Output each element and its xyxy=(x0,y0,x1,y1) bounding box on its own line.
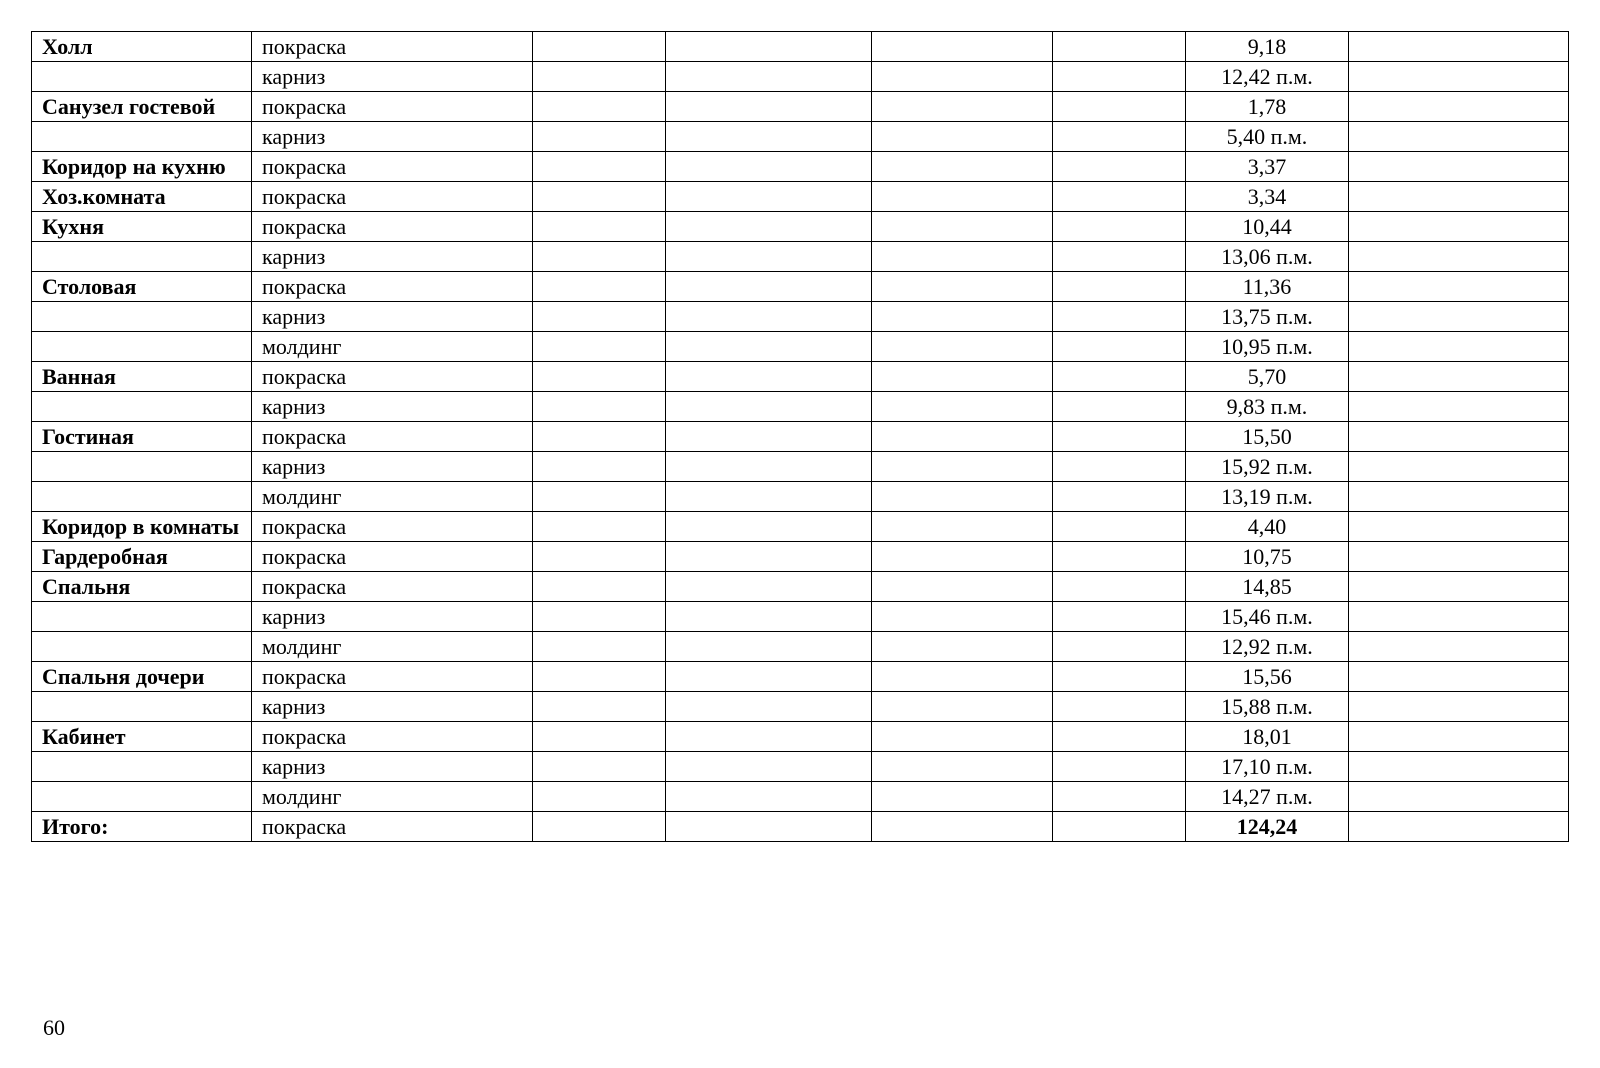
empty-cell xyxy=(533,812,665,842)
room-name-cell: Итого: xyxy=(32,812,252,842)
room-name-cell: Гардеробная xyxy=(32,542,252,572)
empty-cell xyxy=(872,122,1052,152)
quantity-cell: 14,27 п.м. xyxy=(1185,782,1348,812)
quantity-cell: 13,75 п.м. xyxy=(1185,302,1348,332)
quantity-cell: 15,50 xyxy=(1185,422,1348,452)
room-name-cell xyxy=(32,782,252,812)
empty-cell xyxy=(872,212,1052,242)
empty-cell xyxy=(1052,332,1185,362)
empty-cell xyxy=(533,482,665,512)
empty-cell xyxy=(1348,152,1568,182)
empty-cell xyxy=(1348,722,1568,752)
empty-cell xyxy=(1052,812,1185,842)
table-row xyxy=(32,32,1569,62)
work-type-cell: покраска xyxy=(252,722,533,752)
work-type-cell: покраска xyxy=(252,272,533,302)
empty-cell xyxy=(533,272,665,302)
work-type-cell: карниз xyxy=(252,392,533,422)
empty-cell xyxy=(1348,32,1568,62)
work-type-cell: покраска xyxy=(252,92,533,122)
quantity-cell: 12,42 п.м. xyxy=(1185,62,1348,92)
empty-cell xyxy=(665,62,872,92)
empty-cell xyxy=(533,542,665,572)
empty-cell xyxy=(872,32,1052,62)
quantity-cell: 3,34 xyxy=(1185,182,1348,212)
empty-cell xyxy=(1348,302,1568,332)
empty-cell xyxy=(1348,332,1568,362)
empty-cell xyxy=(665,32,872,62)
empty-cell xyxy=(872,662,1052,692)
empty-cell xyxy=(533,722,665,752)
empty-cell xyxy=(872,632,1052,662)
work-type-cell: покраска xyxy=(252,422,533,452)
table-row xyxy=(32,482,1569,512)
room-name-cell xyxy=(32,482,252,512)
empty-cell xyxy=(533,602,665,632)
empty-cell xyxy=(1348,632,1568,662)
empty-cell xyxy=(533,632,665,662)
empty-cell xyxy=(665,752,872,782)
table-row xyxy=(32,452,1569,482)
empty-cell xyxy=(1052,572,1185,602)
room-name-cell xyxy=(32,332,252,362)
empty-cell xyxy=(1348,422,1568,452)
empty-cell xyxy=(665,662,872,692)
empty-cell xyxy=(1348,662,1568,692)
work-type-cell: покраска xyxy=(252,662,533,692)
empty-cell xyxy=(1052,62,1185,92)
empty-cell xyxy=(872,722,1052,752)
table-row xyxy=(32,722,1569,752)
work-type-cell: покраска xyxy=(252,542,533,572)
quantity-cell: 14,85 xyxy=(1185,572,1348,602)
empty-cell xyxy=(533,452,665,482)
empty-cell xyxy=(533,212,665,242)
work-type-cell: молдинг xyxy=(252,632,533,662)
quantity-cell: 12,92 п.м. xyxy=(1185,632,1348,662)
empty-cell xyxy=(872,752,1052,782)
table-row xyxy=(32,572,1569,602)
empty-cell xyxy=(665,362,872,392)
empty-cell xyxy=(533,242,665,272)
table-row xyxy=(32,182,1569,212)
empty-cell xyxy=(1052,752,1185,782)
work-type-cell: молдинг xyxy=(252,332,533,362)
empty-cell xyxy=(1348,62,1568,92)
empty-cell xyxy=(1052,302,1185,332)
room-name-cell xyxy=(32,242,252,272)
empty-cell xyxy=(1348,752,1568,782)
empty-cell xyxy=(665,452,872,482)
room-name-cell: Коридор в комнаты xyxy=(32,512,252,542)
empty-cell xyxy=(665,272,872,302)
empty-cell xyxy=(1348,212,1568,242)
empty-cell xyxy=(533,692,665,722)
empty-cell xyxy=(665,332,872,362)
table-row xyxy=(32,242,1569,272)
empty-cell xyxy=(1052,512,1185,542)
empty-cell xyxy=(665,692,872,722)
work-type-cell: покраска xyxy=(252,182,533,212)
work-type-cell: карниз xyxy=(252,692,533,722)
table-row xyxy=(32,62,1569,92)
empty-cell xyxy=(872,542,1052,572)
empty-cell xyxy=(665,782,872,812)
empty-cell xyxy=(872,182,1052,212)
empty-cell xyxy=(665,302,872,332)
work-type-cell: покраска xyxy=(252,572,533,602)
empty-cell xyxy=(533,62,665,92)
room-name-cell: Санузел гостевой xyxy=(32,92,252,122)
empty-cell xyxy=(533,572,665,602)
empty-cell xyxy=(665,572,872,602)
quantity-cell: 17,10 п.м. xyxy=(1185,752,1348,782)
empty-cell xyxy=(872,272,1052,302)
empty-cell xyxy=(533,392,665,422)
work-type-cell: карниз xyxy=(252,122,533,152)
empty-cell xyxy=(1052,362,1185,392)
empty-cell xyxy=(533,122,665,152)
total-row xyxy=(32,812,1569,842)
empty-cell xyxy=(1052,152,1185,182)
empty-cell xyxy=(1348,782,1568,812)
empty-cell xyxy=(533,362,665,392)
quantity-cell: 5,70 xyxy=(1185,362,1348,392)
empty-cell xyxy=(872,362,1052,392)
quantity-cell: 15,88 п.м. xyxy=(1185,692,1348,722)
room-name-cell: Хоз.комната xyxy=(32,182,252,212)
empty-cell xyxy=(665,212,872,242)
table-row xyxy=(32,362,1569,392)
empty-cell xyxy=(1348,692,1568,722)
room-name-cell: Гостиная xyxy=(32,422,252,452)
empty-cell xyxy=(1052,92,1185,122)
room-name-cell xyxy=(32,752,252,782)
quantity-cell: 1,78 xyxy=(1185,92,1348,122)
work-type-cell: молдинг xyxy=(252,482,533,512)
empty-cell xyxy=(872,782,1052,812)
empty-cell xyxy=(665,182,872,212)
room-name-cell: Холл xyxy=(32,32,252,62)
empty-cell xyxy=(872,242,1052,272)
empty-cell xyxy=(665,242,872,272)
empty-cell xyxy=(1052,482,1185,512)
empty-cell xyxy=(872,62,1052,92)
empty-cell xyxy=(872,152,1052,182)
empty-cell xyxy=(1052,602,1185,632)
quantity-cell: 13,06 п.м. xyxy=(1185,242,1348,272)
empty-cell xyxy=(533,662,665,692)
empty-cell xyxy=(872,392,1052,422)
empty-cell xyxy=(1052,662,1185,692)
empty-cell xyxy=(665,722,872,752)
table-row xyxy=(32,332,1569,362)
quantity-cell: 4,40 xyxy=(1185,512,1348,542)
empty-cell xyxy=(1052,722,1185,752)
room-name-cell xyxy=(32,452,252,482)
quantity-cell: 10,44 xyxy=(1185,212,1348,242)
work-type-cell: карниз xyxy=(252,62,533,92)
table-row xyxy=(32,152,1569,182)
quantity-cell: 10,95 п.м. xyxy=(1185,332,1348,362)
table-row xyxy=(32,302,1569,332)
empty-cell xyxy=(1348,482,1568,512)
table-row xyxy=(32,602,1569,632)
empty-cell xyxy=(533,182,665,212)
work-type-cell: покраска xyxy=(252,812,533,842)
empty-cell xyxy=(1052,122,1185,152)
empty-cell xyxy=(1348,542,1568,572)
empty-cell xyxy=(533,332,665,362)
empty-cell xyxy=(533,32,665,62)
table-row xyxy=(32,692,1569,722)
room-name-cell: Спальня дочери xyxy=(32,662,252,692)
work-type-cell: молдинг xyxy=(252,782,533,812)
work-type-cell: покраска xyxy=(252,152,533,182)
quantity-cell: 10,75 xyxy=(1185,542,1348,572)
page-number: 60 xyxy=(43,1015,65,1040)
empty-cell xyxy=(872,602,1052,632)
work-type-cell: покраска xyxy=(252,362,533,392)
empty-cell xyxy=(1348,392,1568,422)
quantity-cell: 5,40 п.м. xyxy=(1185,122,1348,152)
work-type-cell: покраска xyxy=(252,512,533,542)
quantity-cell: 3,37 xyxy=(1185,152,1348,182)
empty-cell xyxy=(665,122,872,152)
empty-cell xyxy=(533,512,665,542)
empty-cell xyxy=(872,422,1052,452)
empty-cell xyxy=(533,302,665,332)
empty-cell xyxy=(1348,92,1568,122)
room-name-cell xyxy=(32,62,252,92)
table-row xyxy=(32,752,1569,782)
quantity-cell: 18,01 xyxy=(1185,722,1348,752)
empty-cell xyxy=(872,572,1052,602)
work-type-cell: карниз xyxy=(252,242,533,272)
empty-cell xyxy=(1052,182,1185,212)
empty-cell xyxy=(533,92,665,122)
empty-cell xyxy=(665,482,872,512)
table-row xyxy=(32,422,1569,452)
table-body xyxy=(32,32,1569,842)
quantity-cell: 13,19 п.м. xyxy=(1185,482,1348,512)
empty-cell xyxy=(1052,212,1185,242)
empty-cell xyxy=(665,812,872,842)
room-name-cell xyxy=(32,632,252,662)
quantity-cell: 124,24 xyxy=(1185,812,1348,842)
empty-cell xyxy=(1052,272,1185,302)
empty-cell xyxy=(1052,692,1185,722)
room-name-cell: Кухня xyxy=(32,212,252,242)
table-row xyxy=(32,392,1569,422)
work-type-cell: покраска xyxy=(252,32,533,62)
quantity-cell: 9,83 п.м. xyxy=(1185,392,1348,422)
empty-cell xyxy=(533,422,665,452)
empty-cell xyxy=(1052,392,1185,422)
table-row xyxy=(32,212,1569,242)
quantity-cell: 15,56 xyxy=(1185,662,1348,692)
table-row xyxy=(32,542,1569,572)
work-type-cell: покраска xyxy=(252,212,533,242)
empty-cell xyxy=(665,632,872,662)
empty-cell xyxy=(665,422,872,452)
empty-cell xyxy=(872,92,1052,122)
quantity-cell: 15,46 п.м. xyxy=(1185,602,1348,632)
work-type-cell: карниз xyxy=(252,452,533,482)
empty-cell xyxy=(665,602,872,632)
empty-cell xyxy=(872,812,1052,842)
empty-cell xyxy=(665,542,872,572)
room-name-cell xyxy=(32,602,252,632)
empty-cell xyxy=(665,392,872,422)
table-row xyxy=(32,512,1569,542)
room-name-cell: Кабинет xyxy=(32,722,252,752)
empty-cell xyxy=(1348,122,1568,152)
table-row xyxy=(32,122,1569,152)
empty-cell xyxy=(665,512,872,542)
empty-cell xyxy=(1348,602,1568,632)
empty-cell xyxy=(533,152,665,182)
room-name-cell: Столовая xyxy=(32,272,252,302)
empty-cell xyxy=(533,752,665,782)
empty-cell xyxy=(1348,182,1568,212)
empty-cell xyxy=(1052,242,1185,272)
empty-cell xyxy=(1052,32,1185,62)
quantity-cell: 11,36 xyxy=(1185,272,1348,302)
room-name-cell xyxy=(32,692,252,722)
empty-cell xyxy=(1052,452,1185,482)
quantity-cell: 15,92 п.м. xyxy=(1185,452,1348,482)
room-name-cell: Коридор на кухню xyxy=(32,152,252,182)
empty-cell xyxy=(1348,452,1568,482)
empty-cell xyxy=(1052,422,1185,452)
table-row xyxy=(32,662,1569,692)
empty-cell xyxy=(1348,362,1568,392)
empty-cell xyxy=(1052,782,1185,812)
empty-cell xyxy=(872,692,1052,722)
quantity-cell: 9,18 xyxy=(1185,32,1348,62)
work-type-cell: карниз xyxy=(252,752,533,782)
empty-cell xyxy=(1052,632,1185,662)
empty-cell xyxy=(872,332,1052,362)
empty-cell xyxy=(872,482,1052,512)
empty-cell xyxy=(665,92,872,122)
empty-cell xyxy=(872,302,1052,332)
work-type-cell: карниз xyxy=(252,602,533,632)
table-row xyxy=(32,272,1569,302)
table-row xyxy=(32,782,1569,812)
empty-cell xyxy=(1348,812,1568,842)
table-row xyxy=(32,632,1569,662)
room-name-cell xyxy=(32,302,252,332)
empty-cell xyxy=(872,512,1052,542)
empty-cell xyxy=(1348,572,1568,602)
empty-cell xyxy=(1348,272,1568,302)
estimate-table xyxy=(31,31,1569,842)
room-name-cell: Спальня xyxy=(32,572,252,602)
empty-cell xyxy=(665,152,872,182)
room-name-cell xyxy=(32,392,252,422)
empty-cell xyxy=(533,782,665,812)
empty-cell xyxy=(1052,542,1185,572)
room-name-cell: Ванная xyxy=(32,362,252,392)
table-row xyxy=(32,92,1569,122)
empty-cell xyxy=(1348,512,1568,542)
room-name-cell xyxy=(32,122,252,152)
work-type-cell: карниз xyxy=(252,302,533,332)
empty-cell xyxy=(872,452,1052,482)
empty-cell xyxy=(1348,242,1568,272)
